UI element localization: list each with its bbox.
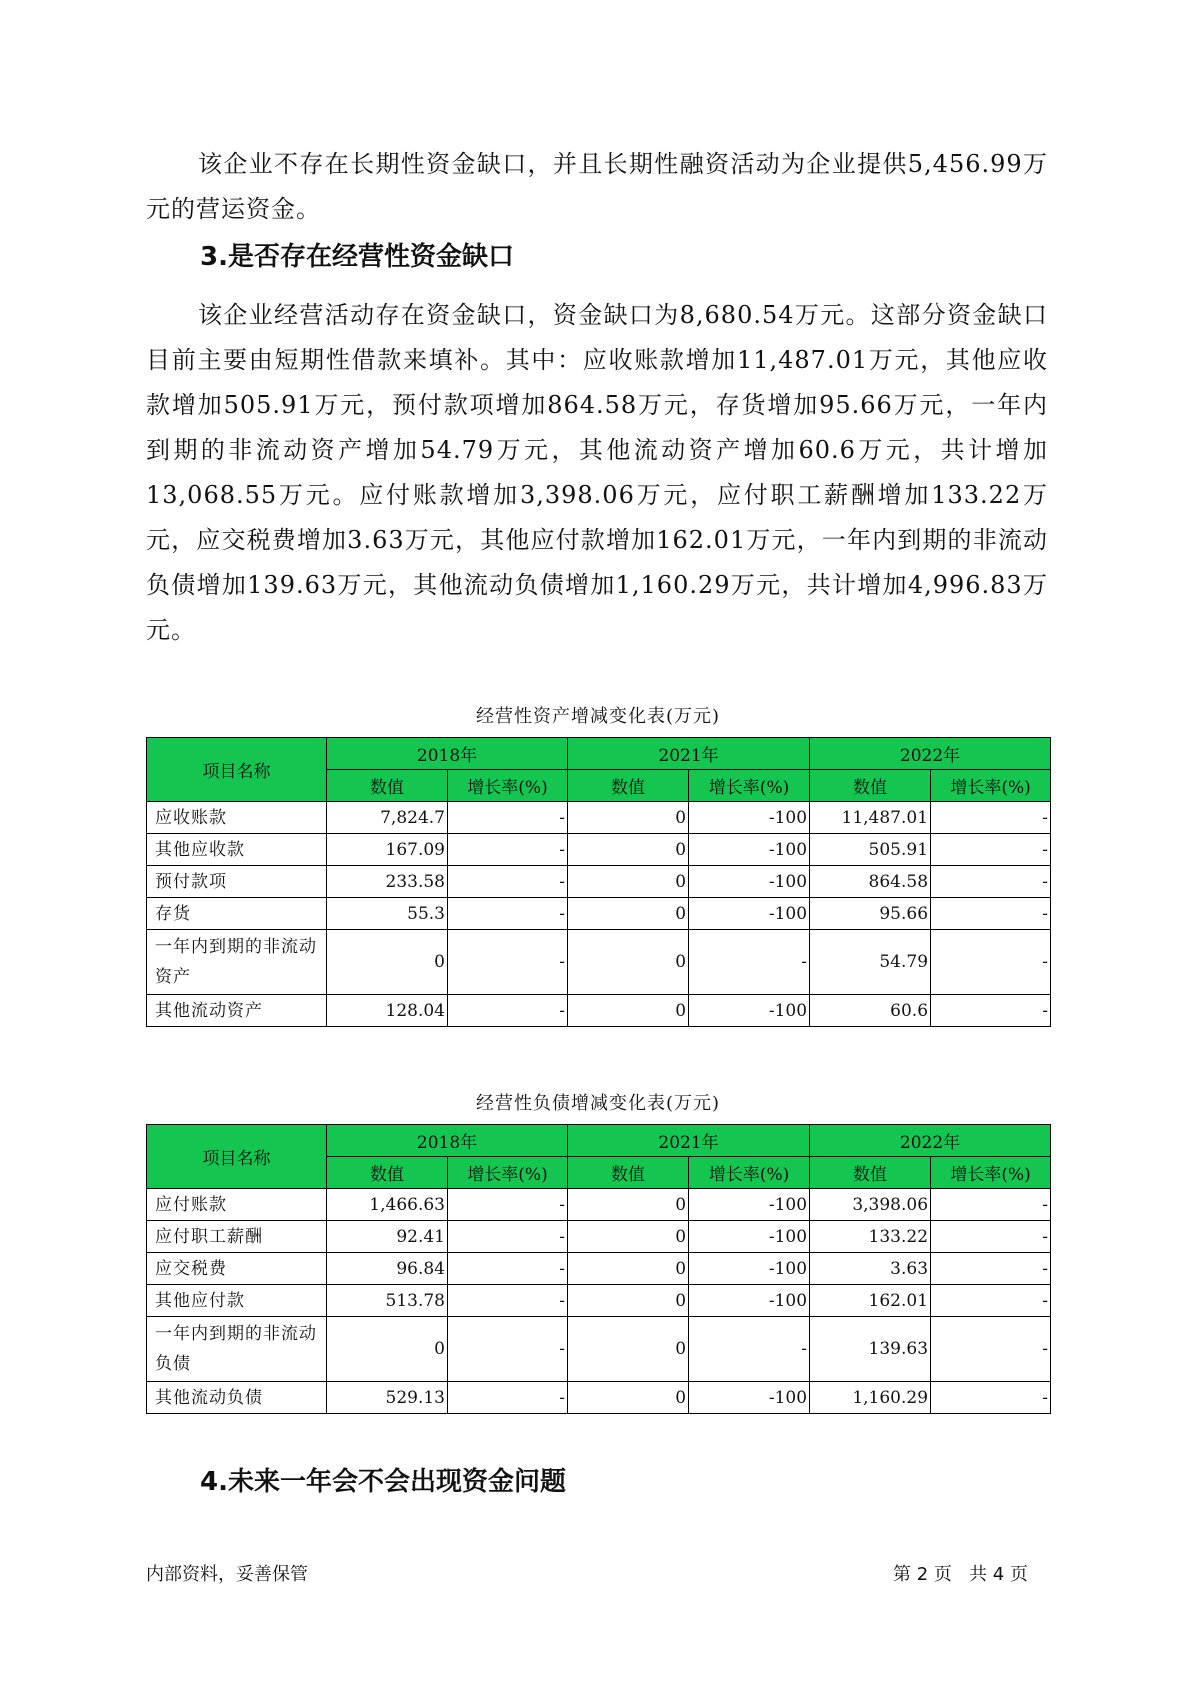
cell: - [931,930,1051,995]
table-caption-liabilities: 经营性负债增减变化表(万元) [475,1093,721,1114]
cell: - [448,1253,568,1285]
table-header-row [147,738,1051,770]
rate-header: 增长率(%) [448,1157,568,1189]
cell: - [448,1382,568,1414]
cell: 92.41 [327,1221,448,1253]
cell: -100 [689,1221,810,1253]
cell: 60.6 [810,995,931,1027]
row-label: 存货 [147,898,327,930]
cell: - [689,1317,810,1382]
cell: 11,487.01 [810,802,931,834]
cell: -100 [689,866,810,898]
cell: 162.01 [810,1285,931,1317]
section-heading-3: 3.是否存在经营性资金缺口 [200,242,514,272]
rate-header: 增长率(%) [931,770,1051,802]
cell: 3,398.06 [810,1189,931,1221]
table-row [147,930,1051,995]
table-row [147,1253,1051,1285]
liabilities-change-table [146,1124,1051,1414]
cell: 0 [568,995,689,1027]
row-label: 一年内到期的非流动资产 [147,930,327,995]
cell: -100 [689,802,810,834]
cell: 0 [568,834,689,866]
cell: 128.04 [327,995,448,1027]
cell: - [448,866,568,898]
cell: - [931,834,1051,866]
cell: 95.66 [810,898,931,930]
value-header: 数值 [568,770,689,802]
cell: 0 [568,1189,689,1221]
cell: - [931,802,1051,834]
cell: 0 [568,930,689,995]
cell: 0 [568,1221,689,1253]
value-header: 数值 [810,1157,931,1189]
cell: - [931,1285,1051,1317]
item-name-header: 项目名称 [147,738,327,802]
footer-page-number: 第 2 页 共 4 页 [893,1564,1028,1585]
cell: - [448,1189,568,1221]
assets-change-table [146,737,1051,1027]
cell: 0 [568,898,689,930]
cell: - [931,1189,1051,1221]
cell: - [931,1253,1051,1285]
row-label: 其他流动负债 [147,1382,327,1414]
cell: -100 [689,995,810,1027]
cell: - [931,898,1051,930]
cell: -100 [689,1382,810,1414]
cell: 55.3 [327,898,448,930]
value-header: 数值 [810,770,931,802]
cell: - [931,1317,1051,1382]
cell: 0 [568,866,689,898]
row-label: 应付账款 [147,1189,327,1221]
year-header: 2021年 [568,738,810,770]
cell: 1,160.29 [810,1382,931,1414]
value-header: 数值 [327,770,448,802]
table-row [147,1317,1051,1382]
cell: 233.58 [327,866,448,898]
cell: - [931,1382,1051,1414]
cell: - [448,802,568,834]
year-header: 2021年 [568,1125,810,1157]
cell: 513.78 [327,1285,448,1317]
cell: - [448,930,568,995]
row-label: 其他应付款 [147,1285,327,1317]
table-row [147,1189,1051,1221]
cell: 3.63 [810,1253,931,1285]
cell: 96.84 [327,1253,448,1285]
value-header: 数值 [327,1157,448,1189]
cell: 0 [327,1317,448,1382]
table-row [147,1221,1051,1253]
row-label: 应付职工薪酬 [147,1221,327,1253]
cell: 54.79 [810,930,931,995]
row-label: 应收账款 [147,802,327,834]
footer-confidential: 内部资料，妥善保管 [146,1564,308,1585]
table-row [147,898,1051,930]
cell: 0 [568,1382,689,1414]
row-label: 其他应收款 [147,834,327,866]
row-label: 一年内到期的非流动负债 [147,1317,327,1382]
row-label: 其他流动资产 [147,995,327,1027]
cell: -100 [689,1253,810,1285]
row-label: 应交税费 [147,1253,327,1285]
paragraph-long-term: 该企业不存在长期性资金缺口，并且长期性融资活动为企业提供5,456.99万元的营运资金。 [146,150,1048,223]
table-row [147,995,1051,1027]
table-row [147,1382,1051,1414]
cell: -100 [689,1285,810,1317]
table-row [147,866,1051,898]
cell: - [448,995,568,1027]
year-header: 2018年 [327,738,568,770]
cell: 1,466.63 [327,1189,448,1221]
cell: 529.13 [327,1382,448,1414]
table-row [147,1285,1051,1317]
year-header: 2022年 [810,1125,1051,1157]
row-label: 预付款项 [147,866,327,898]
table-row [147,834,1051,866]
cell: 0 [568,1253,689,1285]
rate-header: 增长率(%) [448,770,568,802]
cell: 7,824.7 [327,802,448,834]
rate-header: 增长率(%) [931,1157,1051,1189]
cell: 139.63 [810,1317,931,1382]
cell: - [448,1221,568,1253]
table-row [147,802,1051,834]
rate-header: 增长率(%) [689,1157,810,1189]
table-header-row [147,1125,1051,1157]
cell: -100 [689,834,810,866]
cell: - [448,834,568,866]
cell: -100 [689,1189,810,1221]
paragraph-operating-gap: 该企业经营活动存在资金缺口，资金缺口为8,680.54万元。这部分资金缺口目前主要由短期性借款来填补。其中：应收账款增加11,487.01万元，其他应收款增加505.91万元，预付款项增加864.58万元，存货增加95.66万元，一年内到期的非流动资产增加54.79万元，其他流动资产增加60.6万元，共计增加13,068.55万元。应付账款增加3,398.06万元，应付职工薪酬增加133.22万元，应交税费增加3.63万元，其他应付款增加162.01万元，一年内到期的非流动负债增加139.63万元，其他流动负债增加1,160.29万元，共计增加4,996.83万元。 [146,301,1048,644]
year-header: 2018年 [327,1125,568,1157]
cell: 0 [568,1317,689,1382]
cell: 0 [568,1285,689,1317]
cell: 0 [568,802,689,834]
cell: 864.58 [810,866,931,898]
value-header: 数值 [568,1157,689,1189]
cell: - [931,866,1051,898]
cell: - [931,1221,1051,1253]
cell: 167.09 [327,834,448,866]
cell: - [931,995,1051,1027]
rate-header: 增长率(%) [689,770,810,802]
year-header: 2022年 [810,738,1051,770]
cell: 133.22 [810,1221,931,1253]
cell: - [689,930,810,995]
cell: 505.91 [810,834,931,866]
item-name-header: 项目名称 [147,1125,327,1189]
cell: -100 [689,898,810,930]
cell: 0 [327,930,448,995]
section-heading-4: 4.未来一年会不会出现资金问题 [200,1467,566,1497]
cell: - [448,1285,568,1317]
cell: - [448,898,568,930]
cell: - [448,1317,568,1382]
table-caption-assets: 经营性资产增减变化表(万元) [475,706,721,727]
